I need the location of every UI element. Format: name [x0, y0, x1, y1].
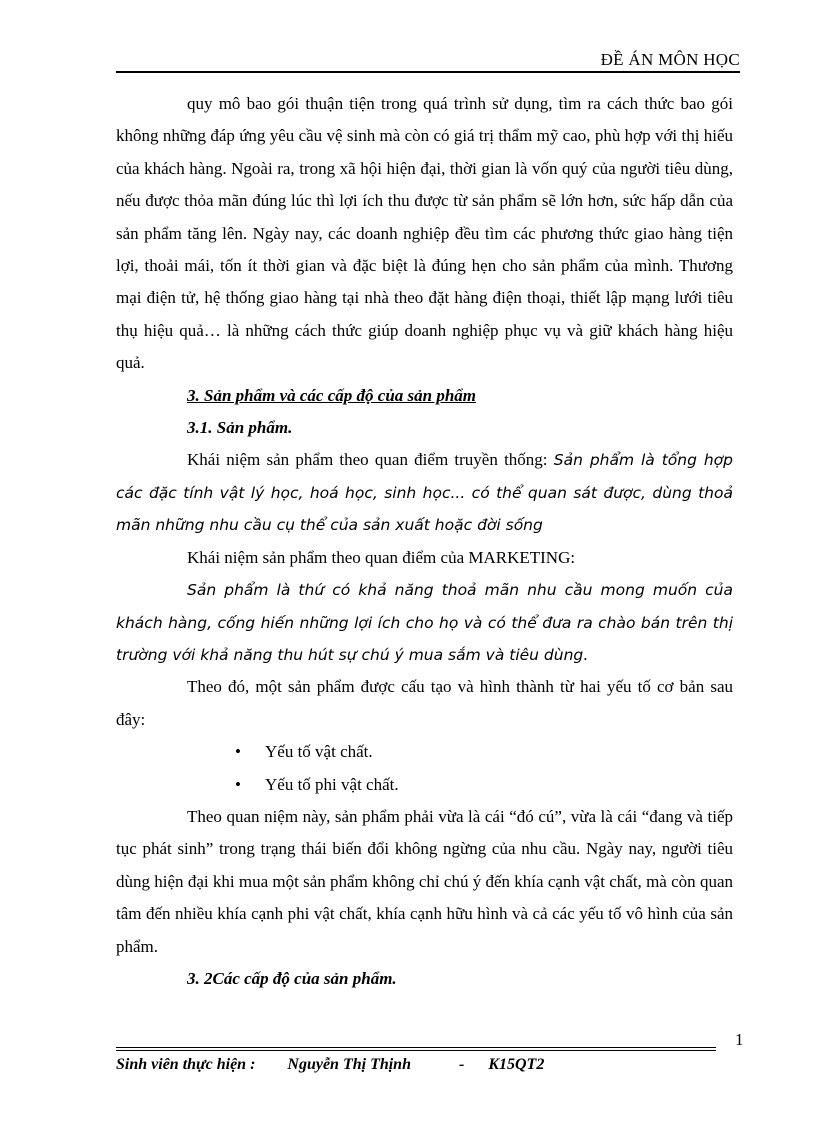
footer-label: Sinh viên thực hiện : — [116, 1056, 256, 1073]
traditional-concept-definition: Sản phẩm là tổng hợp các đặc tính vật lý học, hoá học, sinh học... có thể quan sát được, dùng thoả mãn những nhu cầu cụ thể của sản xuất hoặc đời sống — [116, 451, 733, 535]
section-heading-3: 3. Sản phẩm và các cấp độ của sản phẩm — [187, 385, 477, 405]
footer-class-code: K15QT2 — [488, 1056, 545, 1073]
list-item: • Yếu tố phi vật chất. — [116, 769, 733, 801]
footer-rule — [116, 1050, 716, 1051]
list-item: • Yếu tố vật chất. — [116, 736, 733, 768]
paragraph-marketing-concept: Khái niệm sản phẩm theo quan điểm của MARKETING: — [187, 547, 576, 567]
footer-student-name: Nguyễn Thị Thịnh — [287, 1056, 411, 1073]
paragraph-modern-consumer: Theo quan niệm này, sản phẩm phải vừa là cái “đó cú”, vừa là cái “đang và tiếp tục phát sinh” trong trạng thái biến đổi không ngừng của nhu cầu. Ngày nay, người tiêu dùng hiện đại khi mua một sản phẩm không chỉ chú ý đến khía cạnh vật chất, mà còn quan tâm đến nhiều khía cạnh phi vật chất, khía cạnh hữu hình và cả các yếu tố vô hình của sản phẩm. — [116, 806, 733, 956]
page-content — [116, 88, 733, 995]
footer-author-line — [116, 1056, 544, 1074]
header-title: ĐỀ ÁN MÔN HỌC — [600, 50, 740, 69]
header-rule — [116, 71, 740, 73]
marketing-definition: Sản phẩm là thứ có khả năng thoả mãn nhu cầu mong muốn của khách hàng, cống hiến những lợi ích cho họ và có thể đưa ra chào bán trên thị trường với khả năng thu hút sự chú ý mua sắm và tiêu dùng — [116, 581, 733, 664]
factor-list — [116, 736, 733, 801]
marketing-definition-period: . — [583, 644, 588, 664]
paragraph-traditional-concept — [116, 444, 733, 541]
footer-dash: - — [458, 1056, 465, 1073]
paragraph-marketing-definition — [116, 574, 733, 671]
page-number: 1 — [735, 1030, 744, 1049]
traditional-concept-lead: Khái niệm sản phẩm theo quan điểm truyền thống: — [187, 450, 554, 470]
paragraph-two-factors: Theo đó, một sản phẩm được cấu tạo và hình thành từ hai yếu tố cơ bản sau đây: — [116, 677, 733, 729]
paragraph-packaging: quy mô bao gói thuận tiện trong quá trình sử dụng, tìm ra cách thức bao gói không những đáp ứng yêu cầu vệ sinh mà còn có giá trị thẩm mỹ cao, phù hợp với thị hiếu của khách hàng. Ngoài ra, trong xã hội hiện đại, thời gian là vốn quý của người tiêu dùng, nếu được thỏa mãn đúng lúc thì lợi ích thu được từ sản phẩm sẽ lớn hơn, sức hấp dẫn của sản phẩm tăng lên. Ngày nay, các doanh nghiệp đều tìm các phương thức giao hàng tiện lợi, thoải mái, tốn ít thời gian và đặc biệt là đúng hẹn cho sản phẩm của mình. Thương mại điện tử, hệ thống giao hàng tại nhà theo đặt hàng điện thoại, thiết lập mạng lưới tiêu thụ hiệu quả… là những cách thức giúp doanh nghiệp phục vụ và giữ khách hàng hiệu quả. — [116, 94, 733, 373]
subsection-heading-3-1: 3.1. Sản phẩm. — [187, 418, 293, 438]
subsection-heading-3-2: 3. 2Các cấp độ của sản phẩm. — [187, 968, 397, 988]
footer-rule — [116, 1047, 716, 1048]
